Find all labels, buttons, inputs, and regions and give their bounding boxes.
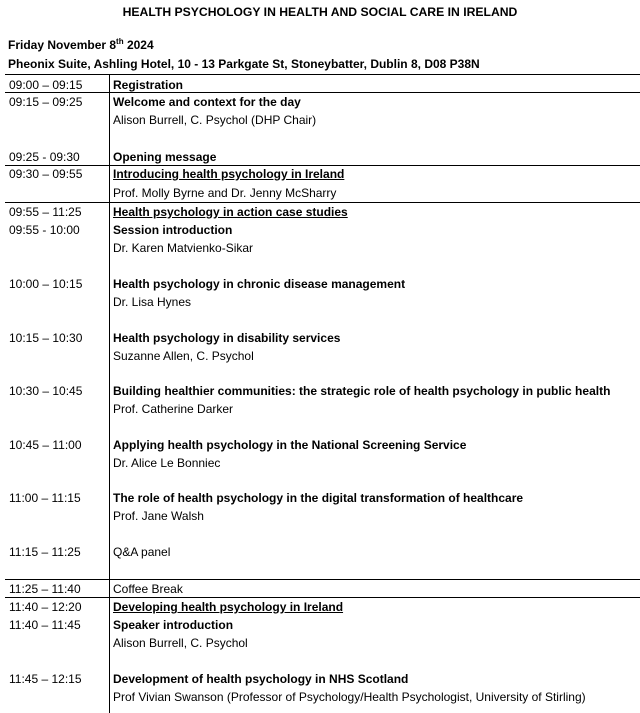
schedule-table [5,74,640,713]
session-title: Coffee Break [113,582,183,596]
time-cell: 09:55 - 10:00 [9,223,80,237]
session-title: Health psychology in action case studies [113,205,348,219]
session-title: Applying health psychology in the National Screening Service [113,438,467,452]
time-cell: 09:25 - 09:30 [9,150,80,164]
speaker-name: Suzanne Allen, C. Psychol [113,349,254,363]
session-title: Building healthier communities: the strategic role of health psychology in public health [113,384,611,398]
session-title: The role of health psychology in the digital transformation of healthcare [113,491,524,505]
speaker-name: Prof. Catherine Darker [113,402,234,416]
time-cell: 11:25 – 11:40 [9,582,81,596]
time-cell: 11:45 – 12:15 [9,672,82,686]
speaker-name: Prof. Molly Byrne and Dr. Jenny McSharry [113,186,337,200]
session-title: Session introduction [113,223,233,237]
row-divider [5,579,640,580]
time-cell: 11:40 – 12:20 [9,600,82,614]
row-divider [5,165,640,166]
page-title: HEALTH PSYCHOLOGY IN HEALTH AND SOCIAL CARE IN IRELAND [122,5,518,19]
time-cell: 09:30 – 09:55 [9,167,83,181]
session-title: Developing health psychology in Ireland [113,600,344,614]
speaker-name: Alison Burrell, C. Psychol (DHP Chair) [113,113,317,127]
speaker-name: Dr. Karen Matvienko-Sikar [113,241,254,255]
time-cell: 10:30 – 10:45 [9,384,83,398]
event-date: Friday November 8th 2024 [8,37,154,52]
speaker-name: Dr. Alice Le Bonniec [113,456,221,470]
session-title: Speaker introduction [113,618,234,632]
time-cell: 09:55 – 11:25 [9,205,82,219]
row-divider [5,92,640,93]
row-divider [5,202,640,203]
time-cell: 10:15 – 10:30 [9,331,83,345]
time-cell: 11:00 – 11:15 [9,491,81,505]
column-divider [109,75,110,713]
session-title: Welcome and context for the day [113,95,301,109]
time-cell: 11:15 – 11:25 [9,545,81,559]
session-title: Health psychology in disability services [113,331,341,345]
session-title: Introducing health psychology in Ireland [113,167,345,181]
event-venue: Pheonix Suite, Ashling Hotel, 10 - 13 Parkgate St, Stoneybatter, Dublin 8, D08 P38N [8,57,480,71]
session-title: Registration [113,78,184,92]
speaker-name: Dr. Lisa Hynes [113,295,192,309]
speaker-name: Alison Burrell, C. Psychol [113,636,248,650]
session-title: Development of health psychology in NHS Scotland [113,672,409,686]
row-divider [5,597,640,598]
time-cell: 09:00 – 09:15 [9,78,83,92]
time-cell: 10:00 – 10:15 [9,277,83,291]
time-cell: 09:15 – 09:25 [9,95,83,109]
speaker-name: Prof. Jane Walsh [113,509,204,523]
session-title: Opening message [113,150,217,164]
session-title: Health psychology in chronic disease management [113,277,406,291]
time-cell: 11:40 – 11:45 [9,618,81,632]
speaker-name: Prof Vivian Swanson (Professor of Psychology/Health Psychologist, University of Stirling) [113,690,586,704]
session-title: Q&A panel [113,545,171,559]
time-cell: 10:45 – 11:00 [9,438,82,452]
